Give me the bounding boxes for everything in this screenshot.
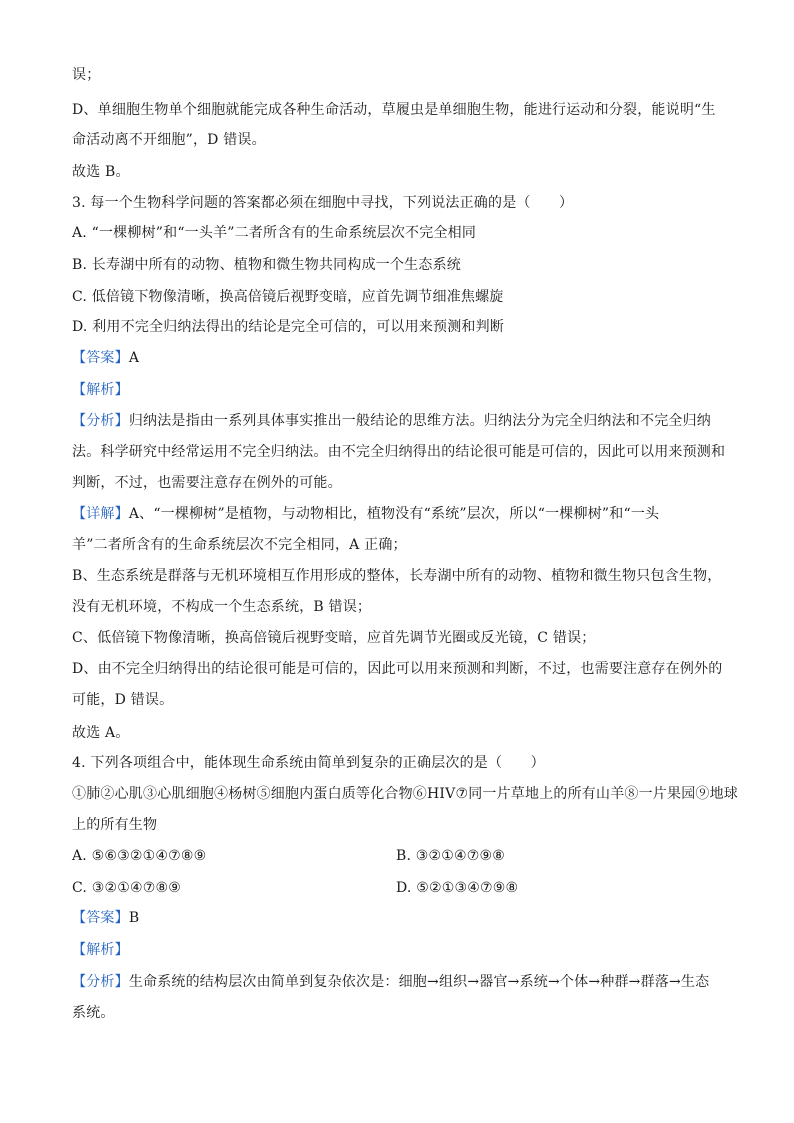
question-3-xiangjie-line — [72, 505, 732, 523]
analysis-tag: 【解析】 — [72, 942, 129, 958]
question-3-fenxi-line — [72, 412, 732, 430]
question-4-stem: 4. 下列各项组合中，能体现生命系统由简单到复杂的正确层次的是（ ） — [72, 755, 545, 771]
fenxi-tag: 【分析】 — [72, 413, 129, 429]
question-4-option-c: C. ③②①④⑦⑧⑨ — [72, 880, 181, 896]
answer-tag: 【答案】 — [72, 910, 129, 926]
question-4-answer — [72, 909, 732, 927]
text-line: 误； — [72, 67, 101, 83]
question-3-xiangjie-line: C、低倍镜下物像清晰，换高倍镜后视野变暗，应首先调节光圈或反光镜，C 错误； — [72, 630, 596, 646]
question-3-option-b: B. 长寿湖中所有的动物、植物和微生物共同构成一个生态系统 — [72, 257, 461, 273]
question-3-xiangjie-line: 可能，D 错误。 — [72, 692, 174, 708]
question-4-options-row — [72, 879, 732, 897]
answer-value: B — [128, 910, 140, 926]
question-3-xiangjie-line: 故选 A。 — [72, 725, 130, 741]
xiangjie-text: A、“一棵柳树”是植物，与动物相比，植物没有“系统”层次，所以“一棵柳树”和“一头 — [128, 506, 660, 522]
question-3-xiangjie-line: D、由不完全归纳得出的结论很可能是可信的，因此可以用来预测和判断，不过，也需要注意存在例外的 — [72, 661, 723, 677]
question-3-stem: 3. 每一个生物科学问题的答案都必须在细胞中寻找，下列说法正确的是（ ） — [72, 195, 574, 211]
text-line: 故选 B。 — [72, 164, 130, 180]
text-line: D、单细胞生物单个细胞就能完成各种生命活动，草履虫是单细胞生物，能进行运动和分裂，能说明“生 — [72, 102, 716, 118]
fenxi-text: 归纳法是指由一系列具体事实推出一般结论的思维方法。归纳法分为完全归纳法和不完全归纳 — [128, 413, 712, 429]
question-4-analysis-heading — [72, 941, 732, 959]
question-3-fenxi-line: 法。科学研究中经常运用不完全归纳法。由不完全归纳得出的结论很可能是可信的，因此可以用来预测和 — [72, 444, 726, 460]
question-3-option-d: D. 利用不完全归纳法得出的结论是完全可信的，可以用来预测和判断 — [72, 319, 505, 335]
question-4-option-b: B. ③②①④⑦⑨⑧ — [396, 848, 506, 864]
question-3-option-a: A. “一棵柳树”和“一头羊”二者所含有的生命系统层次不完全相同 — [72, 225, 477, 241]
question-4-fenxi-line: 系统。 — [72, 1005, 115, 1021]
question-4-fenxi-line — [72, 973, 732, 991]
fenxi-text: 生命系统的结构层次由简单到复杂依次是：细胞→组织→器官→系统→个体→种群→群落→生态 — [128, 974, 710, 990]
answer-value: A — [128, 350, 140, 366]
question-3-xiangjie-line: 没有无机环境，不构成一个生态系统，B 错误； — [72, 599, 372, 615]
answer-tag: 【答案】 — [72, 350, 129, 366]
question-4-option-a: A. ⑤⑥③②①④⑦⑧⑨ — [72, 848, 207, 864]
question-4-options-row — [72, 847, 732, 865]
question-3-xiangjie-line: 羊”二者所含有的生命系统层次不完全相同，A 正确； — [72, 537, 407, 553]
question-4-items: 上的所有生物 — [72, 817, 158, 833]
question-4-items: ①肺②心肌③心肌细胞④杨树⑤细胞内蛋白质等化合物⑥HIV⑦同一片草地上的所有山羊⑧一片果园⑨地球 — [72, 786, 738, 802]
question-3-option-c: C. 低倍镜下物像清晰，换高倍镜后视野变暗，应首先调节细准焦螺旋 — [72, 289, 504, 305]
analysis-tag: 【解析】 — [72, 382, 129, 398]
question-3-analysis-heading — [72, 381, 732, 399]
fenxi-tag: 【分析】 — [72, 974, 129, 990]
question-3-fenxi-line: 判断，不过，也需要注意存在例外的可能。 — [72, 475, 342, 491]
question-3-answer — [72, 349, 732, 367]
question-3-xiangjie-line: B、生态系统是群落与无机环境相互作用形成的整体，长寿湖中所有的动物、植物和微生物只包含生物， — [72, 568, 722, 584]
xiangjie-tag: 【详解】 — [72, 506, 129, 522]
question-4-option-d: D. ⑤②①③④⑦⑨⑧ — [396, 880, 519, 896]
text-line: 命活动离不开细胞”，D 错误。 — [72, 132, 266, 148]
